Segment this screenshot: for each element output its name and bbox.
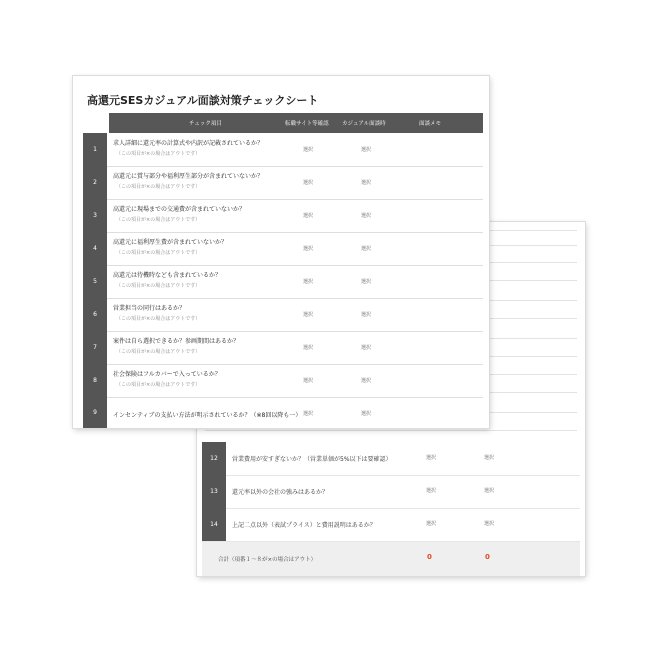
row-question: 営業担当の同行はあるか？: [113, 305, 186, 312]
row-note: （この項目が×の場合はアウトです）: [116, 316, 201, 322]
select-site-check[interactable]: 選択: [426, 455, 437, 461]
header-check-item: チェック項目: [189, 121, 222, 127]
table-row: [83, 364, 483, 398]
row-question: 高還元に賞与部分や福利厚生部分が含まれていないか？: [113, 173, 264, 180]
row-note: （この項目が×の場合はアウトです）: [116, 283, 201, 289]
row-note: （この項目が×の場合はアウトです）: [116, 250, 201, 256]
table-row: [202, 442, 580, 476]
select-site-check[interactable]: 選択: [426, 521, 437, 527]
row-number: 2: [83, 166, 107, 199]
select-site-check[interactable]: 選択: [303, 411, 314, 417]
select-casual-interview[interactable]: 選択: [361, 279, 372, 285]
row-number: 1: [83, 133, 107, 166]
table-row: [83, 397, 483, 428]
select-casual-interview[interactable]: 選択: [361, 147, 372, 153]
select-site-check[interactable]: 選択: [303, 279, 314, 285]
select-casual-interview[interactable]: 選択: [361, 378, 372, 384]
row-number: 7: [83, 331, 107, 364]
header-site-check: 転職サイト等確認: [285, 121, 329, 127]
table-row: [83, 166, 483, 200]
select-site-check[interactable]: 選択: [303, 180, 314, 186]
row-question: 高還元に現場までの交通費が含まれていないか？: [113, 206, 246, 213]
row-number: 3: [83, 199, 107, 232]
row-question: 社会保険はフルカバーで入っているか？: [113, 371, 221, 378]
table-row: [83, 133, 483, 167]
row-number: 12: [202, 442, 226, 475]
total-label: 合計（項番１～８が×の場合はアウト）: [218, 557, 317, 563]
table-row: [83, 265, 483, 299]
document-title: 高還元SESカジュアル面談対策チェックシート: [87, 94, 319, 107]
row-question: 営業費用が安すぎないか？（営業単価が5%以下は要確認）: [232, 456, 392, 463]
row-note: （この項目が×の場合はアウトです）: [116, 217, 201, 223]
row-note: （この項目が×の場合はアウトです）: [116, 184, 201, 190]
total-value-casual: 0: [485, 553, 490, 561]
select-casual-interview[interactable]: 選択: [484, 488, 495, 494]
select-site-check[interactable]: 選択: [303, 213, 314, 219]
row-note: （この項目が×の場合はアウトです）: [116, 151, 201, 157]
select-casual-interview[interactable]: 選択: [361, 345, 372, 351]
select-site-check[interactable]: 選択: [303, 345, 314, 351]
select-site-check[interactable]: 選択: [303, 378, 314, 384]
row-note: （この項目が×の場合はアウトです）: [116, 349, 201, 355]
row-number: 9: [83, 397, 107, 428]
total-value-site: 0: [427, 553, 432, 561]
divider: [205, 430, 577, 431]
row-number: 14: [202, 508, 226, 541]
table-row: [83, 199, 483, 233]
table-row: [202, 475, 580, 509]
select-casual-interview[interactable]: 選択: [361, 411, 372, 417]
row-number: 4: [83, 232, 107, 265]
row-question: 案件は自ら選択できるか？参画期間はあるか？: [113, 338, 240, 345]
row-question: 求人詳細に還元率の計算式や内訳が記載されているか？: [113, 140, 264, 147]
row-question: インセンティブの支払い方法が明示されているか？（※8回以降も一）: [113, 412, 302, 419]
table-row: [83, 331, 483, 365]
header-casual-interview: カジュアル面談時: [342, 121, 386, 127]
row-question: 高還元は待機時なども含まれているか？: [113, 272, 222, 279]
row-question: 上記二点以外（表試プライス）と費用説明はあるか？: [232, 522, 376, 529]
total-row: [202, 542, 580, 576]
select-casual-interview[interactable]: 選択: [361, 213, 372, 219]
select-site-check[interactable]: 選択: [303, 147, 314, 153]
select-casual-interview[interactable]: 選択: [361, 180, 372, 186]
header-memo: 面談メモ: [419, 121, 442, 127]
select-casual-interview[interactable]: 選択: [484, 455, 495, 461]
row-number: 13: [202, 475, 226, 508]
select-site-check[interactable]: 選択: [303, 312, 314, 318]
row-question: 還元率以外の会社の強みはあるか？: [232, 489, 329, 496]
table-row: [202, 508, 580, 542]
select-site-check[interactable]: 選択: [426, 488, 437, 494]
select-casual-interview[interactable]: 選択: [361, 312, 372, 318]
row-note: （この項目が×の場合はアウトです）: [116, 382, 201, 388]
row-number: 8: [83, 364, 107, 397]
table-header: [109, 113, 483, 133]
row-number: 6: [83, 298, 107, 331]
table-row: [83, 232, 483, 266]
table-row: [83, 298, 483, 332]
front-sheet: [73, 76, 489, 428]
select-casual-interview[interactable]: 選択: [361, 246, 372, 252]
row-question: 高還元に福利厚生費が含まれていないか？: [113, 239, 228, 246]
select-site-check[interactable]: 選択: [303, 246, 314, 252]
row-number: 5: [83, 265, 107, 298]
select-casual-interview[interactable]: 選択: [484, 521, 495, 527]
